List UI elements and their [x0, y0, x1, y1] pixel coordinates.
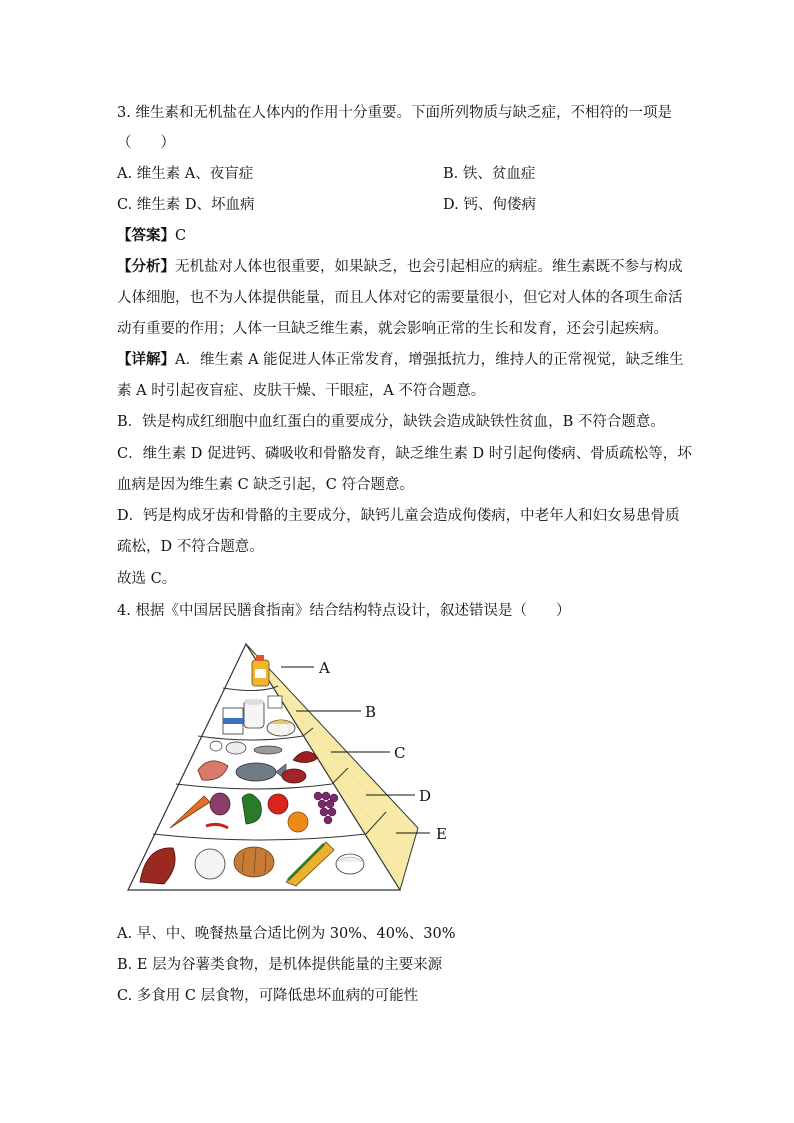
detail-text: A．维生素 A 能促进人体正常发育，增强抵抗力，维持人的正常视觉，缺乏维生 [175, 352, 684, 368]
q3-analysis-line-1 [117, 257, 683, 277]
q3-analysis-line-3: 动有重要的作用；人体一旦缺乏维生素，就会影响正常的生长和发育，还会引起疾病。 [117, 321, 668, 337]
q3-stem: 3. 维生素和无机盐在人体内的作用十分重要。下面所列物质与缺乏症，不相符的一项是 [117, 105, 672, 121]
q4-option-a: A. 早、中、晚餐热量合适比例为 30%、40%、30% [117, 926, 456, 942]
q3-option-c: C. 维生素 D、坏血病 [117, 197, 255, 213]
q4-option-c: C. 多食用 C 层食物，可降低患坏血病的可能性 [117, 988, 419, 1004]
oil-bottle-icon [252, 655, 269, 686]
answer-tag: 【答案】 [117, 227, 175, 244]
q3-conclusion: 故选 C。 [117, 571, 177, 587]
q3-option-d: D. 钙、佝偻病 [443, 197, 536, 213]
q3-detail-line-3: B．铁是构成红细胞中血红蛋白的重要成分，缺铁会造成缺铁性贫血，B 不符合题意。 [117, 414, 665, 430]
analysis-tag: 【分析】 [117, 258, 175, 275]
q3-option-b: B. 铁、贫血症 [443, 166, 536, 182]
label-b: B [365, 703, 377, 721]
label-c: C [394, 744, 406, 762]
analysis-text: 无机盐对人体也很重要，如果缺乏，也会引起相应的病症。维生素既不参与构成 [175, 259, 683, 275]
answer-value: C [175, 228, 187, 244]
q4-option-b: B. E 层为谷薯类食物，是机体提供能量的主要来源 [117, 957, 443, 973]
label-a: A [319, 659, 330, 677]
q3-option-a: A. 维生素 A、夜盲症 [117, 166, 254, 182]
q3-detail-line-1 [117, 350, 684, 370]
label-e: E [436, 825, 447, 843]
q3-answer [117, 226, 186, 246]
q3-analysis-line-2: 人体细胞，也不为人体提供能量，而且人体对它的需要量很小，但它对人体的各项生命活 [117, 290, 683, 306]
q3-detail-line-4: C．维生素 D 促进钙、磷吸收和骨骼发育，缺乏维生素 D 时引起佝偻病、骨质疏松等，坏 [117, 446, 692, 462]
label-d: D [419, 787, 432, 805]
food-pyramid-figure [118, 636, 463, 898]
detail-tag: 【详解】 [117, 351, 175, 368]
q3-detail-line-2: 素 A 时引起夜盲症、皮肤干燥、干眼症，A 不符合题意。 [117, 383, 486, 399]
q4-stem: 4. 根据《中国居民膳食指南》结合结构特点设计，叙述错误是（ ） [117, 603, 571, 619]
q3-detail-line-7: 疏松，D 不符合题意。 [117, 539, 264, 555]
q3-detail-line-6: D．钙是构成牙齿和骨骼的主要成分，缺钙儿童会造成佝偻病，中老年人和妇女易患骨质 [117, 508, 680, 524]
q3-answer-paren: （ ） [117, 135, 175, 151]
q3-detail-line-5: 血病是因为维生素 C 缺乏引起，C 符合题意。 [117, 477, 415, 493]
